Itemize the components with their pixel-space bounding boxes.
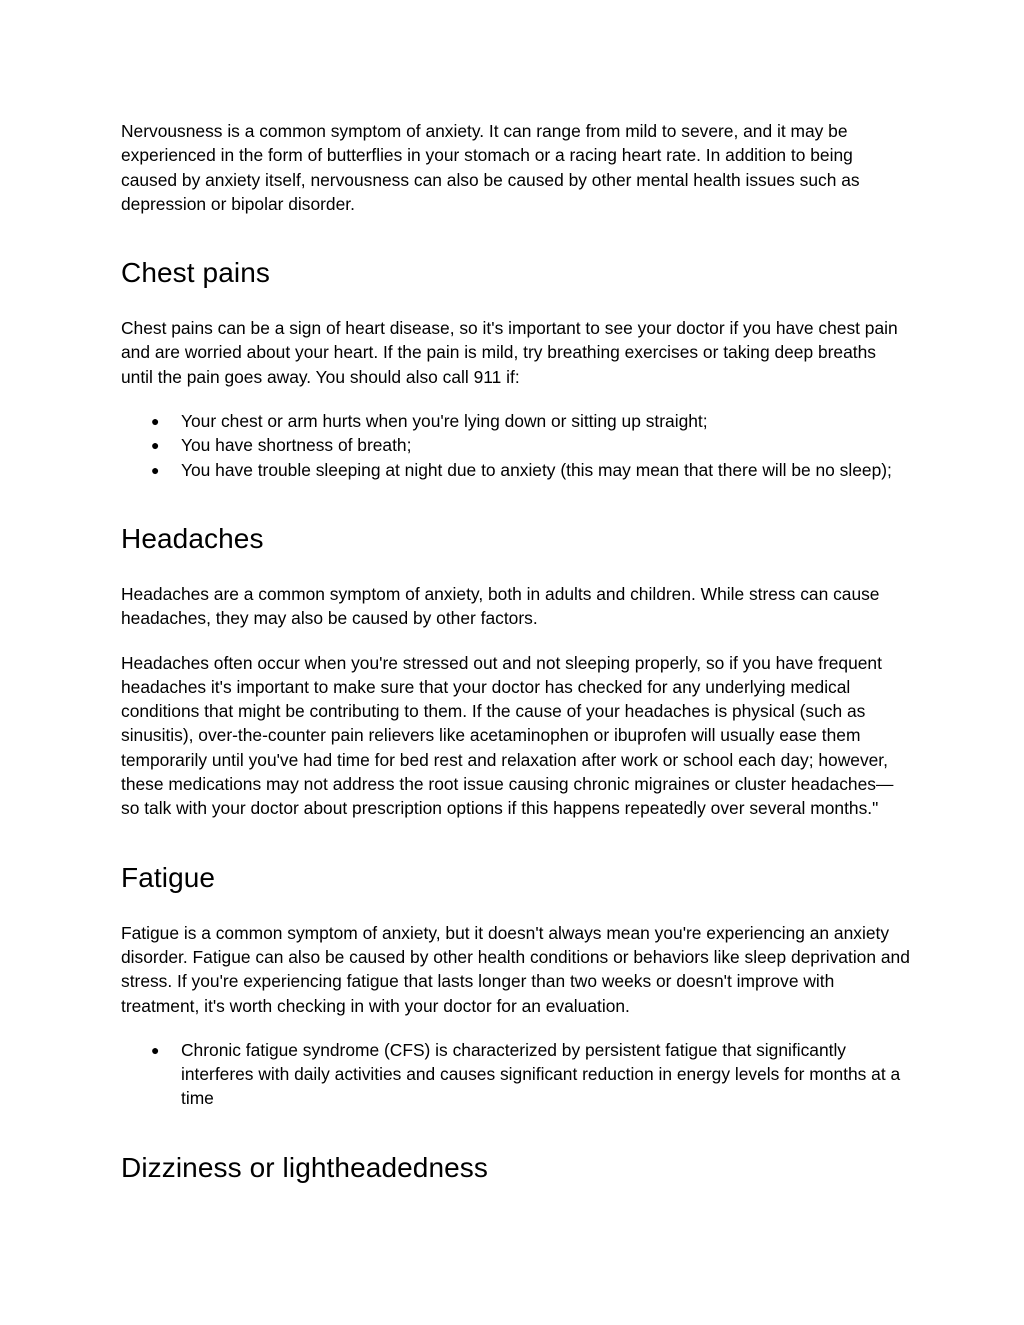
bullet-icon: ●: [151, 413, 160, 430]
bullet-icon: ●: [151, 461, 160, 478]
fatigue-paragraph: Fatigue is a common symptom of anxiety, but it doesn't always mean you're experiencing an anxiety disorder. Fatigue can also be caused by other health conditions or behaviors like sleep deprivation and stress. If you're experiencing fatigue that lasts longer than two weeks or doesn't improve with treatment, it's worth checking in with your doctor for an evaluation.: [121, 922, 910, 1016]
intro-paragraph: Nervousness is a common symptom of anxiety. It can range from mild to severe, and it may be experienced in the form of butterflies in your stomach or a racing heart rate. In addition to being caused by anxiety itself, nervousness can also be caused by other mental health issues such as depression or bipolar disorder.: [121, 121, 860, 214]
list-item: [121, 1038, 911, 1111]
list-item-text: You have shortness of breath;: [181, 435, 412, 456]
heading-headaches: Headaches: [121, 522, 264, 554]
heading-fatigue: Fatigue: [121, 861, 216, 893]
list-item: [121, 458, 911, 482]
chest-pains-list: [121, 409, 911, 482]
list-item-text: You have trouble sleeping at night due to anxiety (this may mean that there will be no sleep);: [181, 459, 892, 480]
list-item-text: Your chest or arm hurts when you're lying down or sitting up straight;: [181, 411, 708, 432]
headaches-paragraph-1: Headaches are a common symptom of anxiety, both in adults and children. While stress can cause headaches, they may also be caused by other factors.: [121, 583, 880, 629]
document-page: [121, 119, 911, 1185]
heading-chest-pains: Chest pains: [121, 257, 270, 289]
list-item: [121, 433, 911, 457]
bullet-icon: ●: [151, 437, 160, 454]
headaches-paragraph-2: Headaches often occur when you're stressed out and not sleeping properly, so if you have frequent headaches it's important to make sure that your doctor has checked for any underlying medical conditions that might be contributing to them. If the cause of your headaches is physical (such as sinusitis), over-the-counter pain relievers like acetaminophen or ibuprofen will usually ease them temporarily until you've had time for bed rest and relaxation after work or school each day; however, these medications may not address the root issue causing chronic migraines or cluster headaches—so talk with your doctor about prescription options if this happens repeatedly over several months.": [121, 652, 894, 819]
list-item: [121, 409, 911, 433]
chest-pains-paragraph: Chest pains can be a sign of heart disease, so it's important to see your doctor if you have chest pain and are worried about your heart. If the pain is mild, try breathing exercises or taking deep breaths until the pain goes away. You should also call 911 if:: [121, 318, 898, 387]
heading-dizziness: Dizziness or lightheadedness: [121, 1151, 489, 1183]
fatigue-list: [121, 1038, 911, 1111]
list-item-text: Chronic fatigue syndrome (CFS) is characterized by persistent fatigue that significantly interferes with daily activities and causes significant reduction in energy levels for months at a time: [181, 1039, 901, 1109]
bullet-icon: ●: [151, 1041, 160, 1058]
